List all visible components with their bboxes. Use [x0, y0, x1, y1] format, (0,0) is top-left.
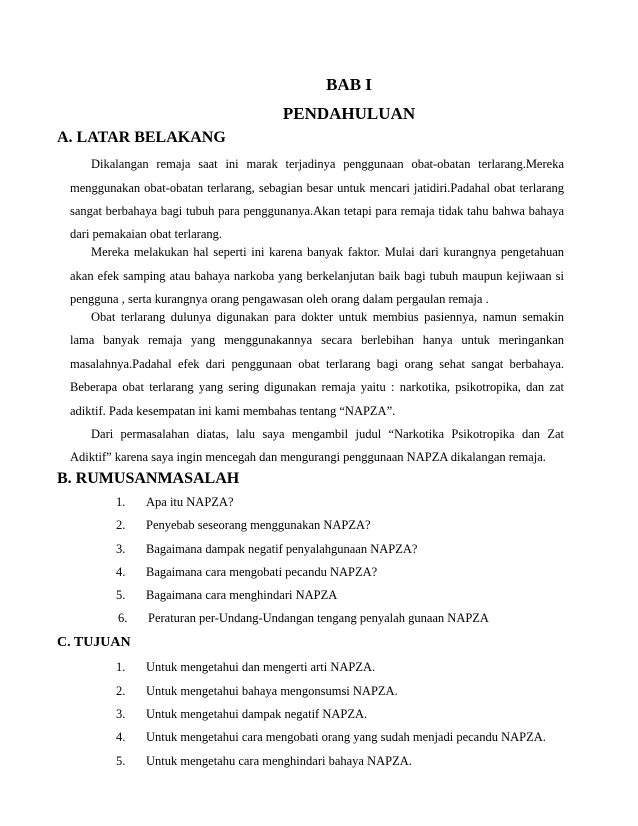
- list-text: Untuk mengetahui bahaya mengonsumsi NAPZA.: [146, 684, 398, 698]
- list-text: Bagaimana cara menghindari NAPZA: [146, 588, 338, 602]
- paragraph-line: lama banyak remaja yang menggunakannya secara berlebihan hanya untuk meringankan: [70, 333, 564, 347]
- list-number: 2.: [116, 684, 126, 698]
- list-text: Untuk mengetahui dampak negatif NAPZA.: [146, 707, 368, 721]
- list-number: 3.: [116, 707, 126, 721]
- list-number: 6.: [118, 611, 128, 625]
- paragraph-line: Adiktif” karena saya ingin mencegah dan mengurangi penggunaan NAPZA dikalangan remaja.: [70, 450, 546, 464]
- paragraph-line: sangat berbahaya bagi tubuh para penggunanya.Akan tetapi para remaja tidak tahu bahwa bahaya: [70, 204, 564, 218]
- chapter-title: PENDAHULUAN: [282, 104, 416, 123]
- paragraph-line: Mereka melakukan hal seperti ini karena banyak faktor. Mulai dari kurangnya pengetahuan: [91, 245, 564, 259]
- section-c-heading: C. TUJUAN: [57, 635, 131, 650]
- list-number: 4.: [116, 565, 126, 579]
- paragraph-line: akan efek samping atau bahaya narkoba yang berkelanjutan baik bagi tubuh maupun kejiwaan si: [70, 269, 564, 283]
- list-text: Bagaimana dampak negatif penyalahgunaan NAPZA?: [146, 542, 418, 556]
- list-text: Untuk mengetahu cara menghindari bahaya NAPZA.: [146, 754, 412, 768]
- paragraph-line: Beberapa obat terlarang yang sering digunakan remaja yaitu : narkotika, psikotropika, dan zat: [70, 380, 564, 394]
- paragraph-line: dari pemakaian obat terlarang.: [70, 227, 223, 241]
- list-text: Untuk mengetahui dan mengerti arti NAPZA.: [146, 660, 376, 674]
- section-a-heading: A. LATAR BELAKANG: [57, 129, 226, 146]
- paragraph-line: pengguna , serta kurangnya orang pengawasan oleh orang dalam pergaulan remaja .: [70, 292, 489, 306]
- list-text: Penyebab seseorang menggunakan NAPZA?: [146, 518, 371, 532]
- paragraph-line: Dikalangan remaja saat ini marak terjadinya penggunaan obat-obatan terlarang.Mereka: [91, 157, 564, 171]
- paragraph-line: Obat terlarang dulunya digunakan para dokter untuk membius pasiennya, namun semakin: [91, 310, 564, 324]
- list-number: 4.: [116, 730, 126, 744]
- list-number: 1.: [116, 660, 126, 674]
- list-number: 5.: [116, 588, 126, 602]
- list-text: Bagaimana cara mengobati pecandu NAPZA?: [146, 565, 378, 579]
- paragraph-line: Dari permasalahan diatas, lalu saya mengambil judul “Narkotika Psikotropika dan Zat: [91, 427, 564, 441]
- paragraph-line: adiktif. Pada kesempatan ini kami membahas tentang “NAPZA”.: [70, 404, 396, 418]
- list-number: 2.: [116, 518, 126, 532]
- list-number: 5.: [116, 754, 126, 768]
- list-text: Apa itu NAPZA?: [146, 495, 234, 509]
- paragraph-line: menggunakan obat-obatan terlarang, sebagian besar untuk mencari jatidiri.Padahal obat terlarang: [70, 181, 564, 195]
- paragraph-line: masalahnya.Padahal efek dari penggunaan obat terlarang bagi orang sehat sangat berbahaya.: [70, 357, 564, 371]
- section-b-heading: B. RUMUSANMASALAH: [57, 470, 240, 487]
- chapter-number: BAB I: [326, 75, 372, 94]
- list-text: Peraturan per-Undang-Undangan tengang penyalah gunaan NAPZA: [148, 611, 489, 625]
- list-number: 3.: [116, 542, 126, 556]
- list-text: Untuk mengetahui cara mengobati orang yang sudah menjadi pecandu NAPZA.: [146, 730, 546, 744]
- list-number: 1.: [116, 495, 126, 509]
